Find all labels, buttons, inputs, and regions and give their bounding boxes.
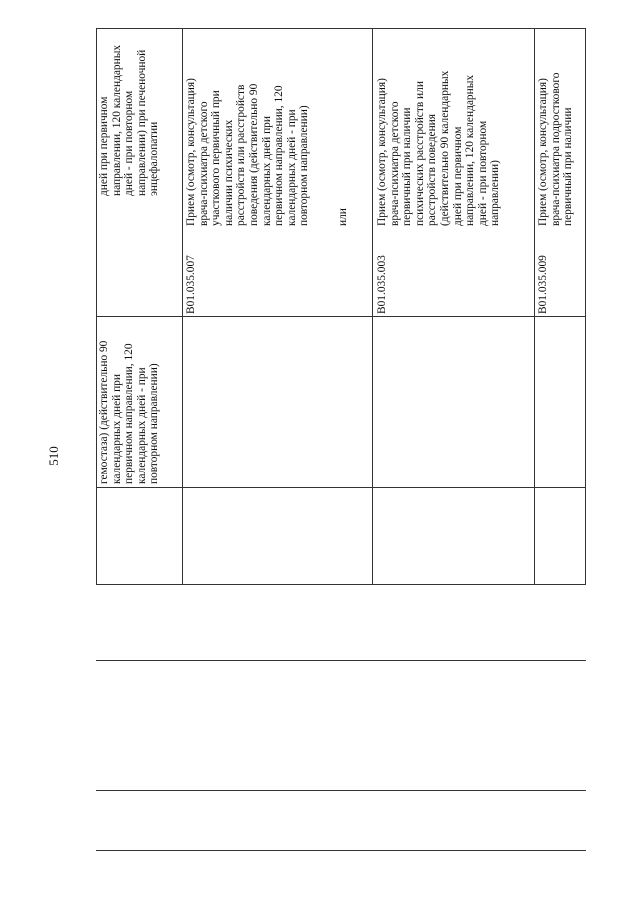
text-line: поведения (действительно 90	[247, 83, 260, 226]
text-line: психических расстройств или	[413, 81, 426, 226]
prev-row-service-cell	[98, 31, 182, 196]
text-line: первичный при наличии	[401, 107, 414, 226]
service-description	[537, 36, 583, 226]
text-line: календарных дней - при	[135, 367, 148, 484]
table-row-border	[96, 584, 586, 585]
text-line: расстройств поведения	[426, 113, 439, 226]
text-line: гемостаза) (действительно 90	[98, 340, 110, 484]
text-line: наличии психических	[222, 119, 235, 226]
text-line: врача-психиатра детского	[197, 101, 210, 226]
text-line: врача-психиатра подросткового	[549, 72, 562, 226]
text-line: (действительно 90 календарных	[438, 70, 451, 226]
text-line: дней при первичном	[451, 126, 464, 226]
text-line: повторном направлении)	[298, 105, 311, 226]
text-line: дней - при повторном	[476, 120, 489, 226]
table-row-border	[96, 316, 586, 317]
row-separator	[372, 28, 373, 585]
table-row-border	[96, 660, 586, 661]
service-description	[185, 36, 371, 226]
service-code-text: B01.035.009	[537, 255, 549, 314]
text-line: расстройств или расстройств	[235, 84, 248, 226]
text-line: энцефалопатии	[148, 121, 161, 196]
text-line: врача-психиатра детского	[388, 101, 401, 226]
text-line: первичном направлении, 120	[123, 343, 136, 484]
text-line: календарных дней - при	[285, 109, 298, 226]
service-description	[376, 31, 532, 226]
text-line: участкового первичный при	[210, 90, 223, 226]
text-line: календарных дней при	[110, 374, 123, 484]
table-top-border	[96, 28, 586, 29]
text-line: Прием (осмотр, консультация)	[376, 78, 388, 226]
text-line: дней - при повторном	[123, 90, 136, 196]
text-line: Прием (осмотр, консультация)	[537, 78, 549, 226]
or-connector: или	[336, 208, 349, 226]
table-right-border	[585, 28, 586, 585]
text-line: Прием (осмотр, консультация)	[185, 78, 197, 226]
text-line: направлении, 120 календарных	[110, 44, 123, 196]
prev-row-condition-cell	[98, 322, 182, 484]
service-code-text: B01.035.003	[376, 255, 388, 314]
page-number: 510	[46, 446, 61, 466]
text-line: дней при первичном	[98, 96, 110, 196]
row-separator	[182, 28, 183, 585]
text-line: направлении, 120 календарных	[464, 74, 477, 226]
table-row-border	[96, 487, 586, 488]
text-line: направлении)	[489, 160, 502, 226]
table-row-border	[96, 850, 586, 851]
service-code-text: B01.035.007	[185, 255, 197, 314]
text-line: календарных дней при	[260, 116, 273, 226]
table-left-border	[96, 28, 97, 585]
text-line: направлении) при печеночной	[135, 49, 148, 196]
table-row-border	[96, 790, 586, 791]
text-line: повторном направлении)	[148, 363, 161, 484]
text-line: первичном направлении, 120	[273, 85, 286, 226]
row-separator	[534, 28, 535, 585]
text-line: первичный при наличии	[562, 107, 575, 226]
